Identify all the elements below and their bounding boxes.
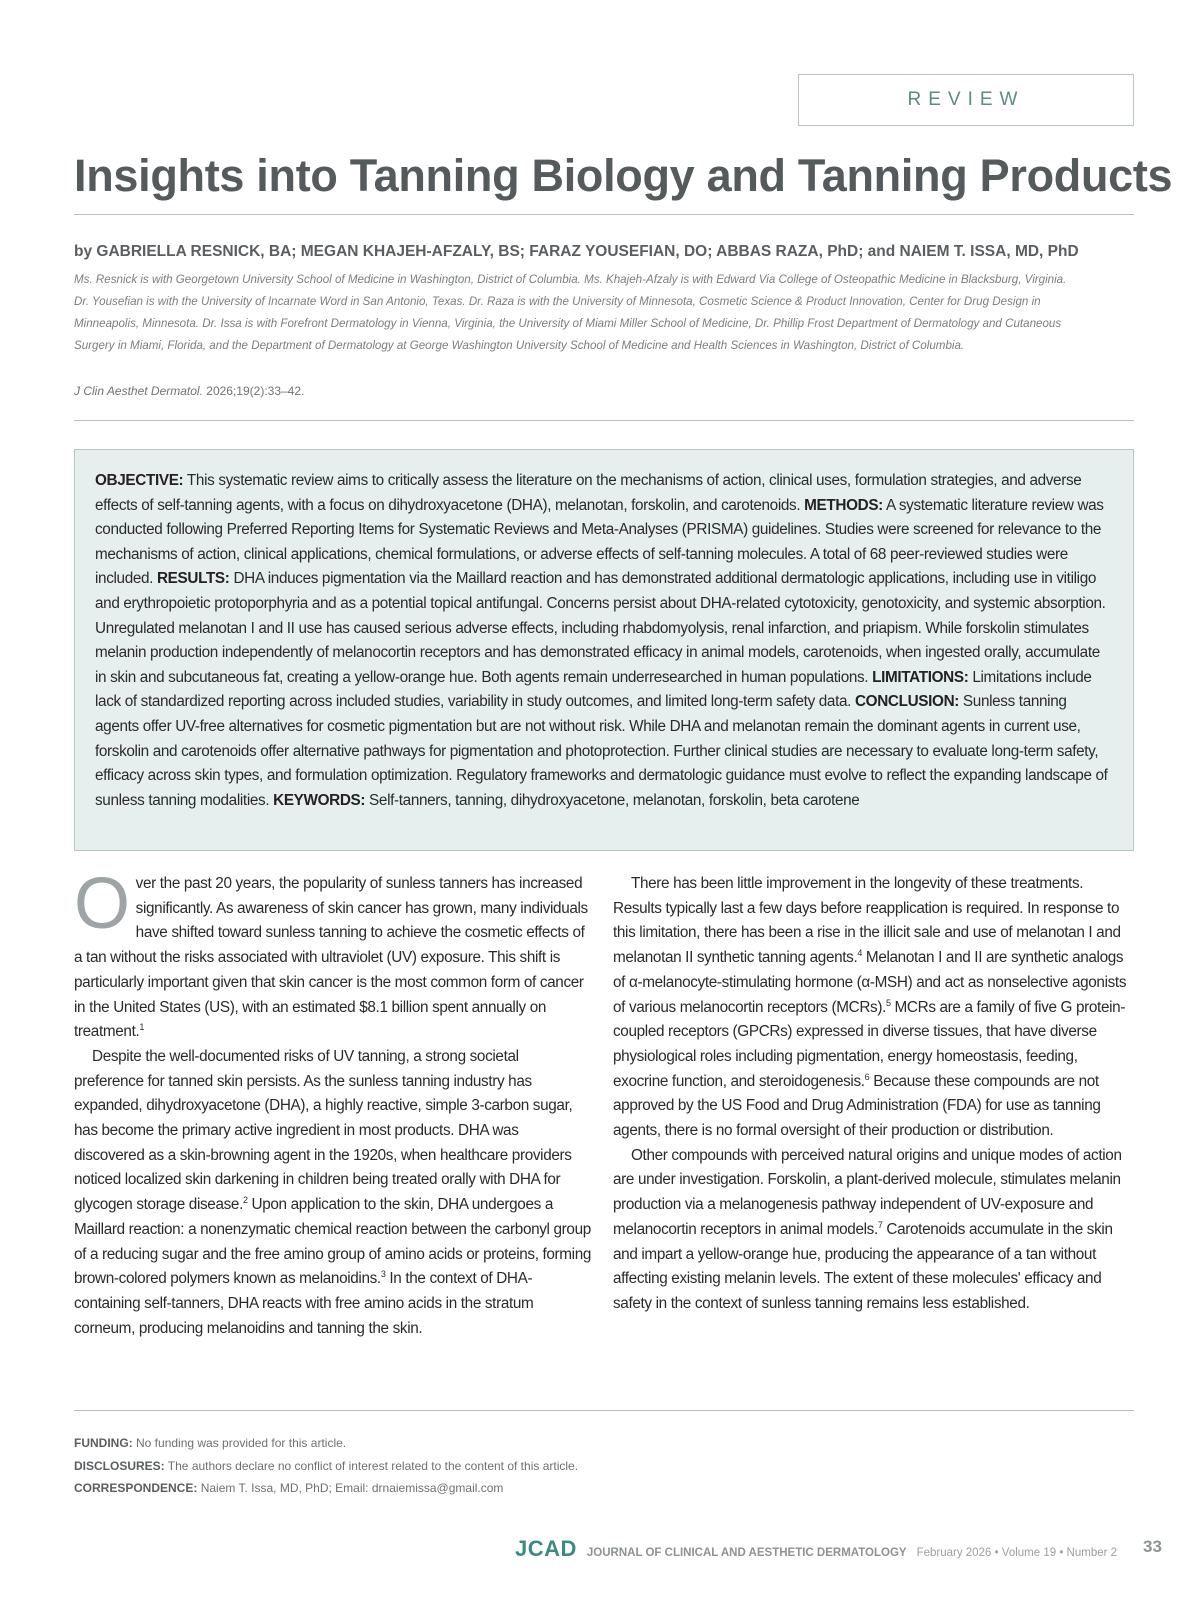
correspondence-label: CORRESPONDENCE: <box>74 1481 198 1495</box>
header-divider <box>74 420 1134 421</box>
abstract-box <box>74 449 1134 851</box>
reference-marker: 7 <box>877 1219 883 1230</box>
reference-marker: 2 <box>242 1195 248 1206</box>
article-footnotes <box>74 1432 974 1500</box>
paragraph-text: MCRs are a family of five G protein-coupled receptors (GPCRs) expressed in diverse tissues, that have diverse physiological roles including pigmentation, energy homeostasis, feeding, exocrine function, and steroidogenesis. <box>613 998 1126 1090</box>
paragraph-text: Other compounds with perceived natural origins and unique modes of action are under investigation. Forskolin, a plant-derived molecule, stimulates melanin production via a melanogenesis pathway independent of UV-exposure and melanocortin receptors in animal models. <box>613 1146 1122 1238</box>
correspondence-text: Naiem T. Issa, MD, PhD; Email: drnaiemissa@gmail.com <box>197 1481 504 1495</box>
conclusion-label: CONCLUSION: <box>854 693 960 711</box>
paragraph-text: In the context of DHA-containing self-tanners, DHA reacts with free amino acids in the stratum corneum, producing melanoidins and tanning the skin. <box>74 1270 534 1337</box>
drop-cap: O <box>74 864 130 944</box>
reference-marker: 1 <box>139 1022 145 1033</box>
methods-text: A systematic literature review was conducted following Preferred Reporting Items for Systematic Reviews and Meta-Analyses (PRISMA) guidelines. Studies were screened for relevance to the mechanisms of action, clinical applications, chemical formulations, or adverse effects of self-tanning molecules. A total of 68 peer-reviewed studies were included. <box>95 496 1104 588</box>
body-column-left <box>74 864 592 1341</box>
reference-marker: 5 <box>885 997 891 1008</box>
page-number: 33 <box>1143 1537 1162 1556</box>
paragraph-text: Despite the well-documented risks of UV tanning, a strong societal preference for tanned skin persists. As the sunless tanning industry has expanded, dihydroxyacetone (DHA), a highly reactive, simple 3-carbon sugar, has become the primary active ingredient in most products. DHA was discovered as a skin-browning agent in the 1920s, when healthcare providers noticed localized skin darkening in children being treated orally with DHA for glycogen storage disease. <box>74 1047 573 1214</box>
limitations-label: LIMITATIONS: <box>872 668 969 686</box>
results-text: DHA induces pigmentation via the Maillard reaction and has demonstrated additional dermatologic applications, including use in vitiligo and erythropoietic protoporphyria and as a potential topical antifungal. Concerns persist about DHA-related cytotoxicity, genotoxicity, and systemic absorption. Unregulated melanotan I and II use has caused serious adverse effects, including rhabdomyolysis, renal infarction, and priapism. While forskolin stimulates melanin production independently of melanocortin receptors and has demonstrated efficacy in animal models, carotenoids, when ingested orally, accumulate in skin and subcutaneous fat, creating a yellow-orange hue. Both agents remain underresearched in human populations. <box>95 570 1106 686</box>
paragraph-text: Carotenoids accumulate in the skin and impart a yellow-orange hue, producing the appearance of a tan without affecting existing melanin levels. The extent of these molecules' efficacy and safety in the context of sunless tanning remains less established. <box>613 1220 1113 1312</box>
conclusion-text: Sunless tanning agents offer UV-free alternatives for cosmetic pigmentation but are not without risk. While DHA and melanotan remain the dominant agents in current use, forskolin and carotenoids offer alternative pathways for pigmentation and photoprotection. Further clinical studies are necessary to evaluate long-term safety, efficacy across skin types, and formulation optimization. Regulatory frameworks and dermatologic guidance must evolve to reflect the expanding landscape of sunless tanning modalities. <box>95 693 1108 809</box>
body-paragraph <box>74 1045 592 1341</box>
journal-name: JOURNAL OF CLINICAL AND AESTHETIC DERMATOLOGY <box>586 1547 907 1559</box>
author-affiliations <box>74 269 1134 357</box>
affiliation-line: Ms. Resnick is with Georgetown University School of Medicine in Washington, District of Columbia. Ms. Khajeh-Afzaly is with Edward Via College of Osteopathic Medicine in Blacksburg, Virginia. <box>74 273 1067 286</box>
citation-details: 2026;19(2):33–42. <box>202 384 305 398</box>
title-divider <box>74 214 1134 215</box>
reference-marker: 4 <box>857 948 863 959</box>
issue-info: February 2026 • Volume 19 • Number 2 <box>916 1547 1118 1559</box>
keywords-label: KEYWORDS: <box>273 791 366 809</box>
body-paragraph <box>613 1144 1131 1317</box>
section-label: REVIEW <box>798 74 1134 126</box>
disclosures-note <box>74 1455 974 1478</box>
journal-logo: JCAD <box>515 1536 577 1561</box>
affiliation-line: Surgery in Miami, Florida, and the Department of Dermatology at George Washington University School of Medicine and Health Sciences in Washington, District of Columbia. <box>74 339 965 352</box>
objective-label: OBJECTIVE: <box>95 472 184 489</box>
methods-label: METHODS: <box>804 496 883 514</box>
affiliation-line: Dr. Yousefian is with the University of Incarnate Word in San Antonio, Texas. Dr. Raza is with the University of Minnesota, Cosmetic Science & Product Innovation, Center for Drug Design in <box>74 295 1041 308</box>
paragraph-text: ver the past 20 years, the popularity of sunless tanners has increased significantly. As awareness of skin cancer has grown, many individuals have shifted toward sunless tanning to achieve the cosmetic effects of a tan without the risks associated with ultraviolet (UV) exposure. This shift is particularly important given that skin cancer is the most common form of cancer in the United States (US), with an estimated $8.1 billion spent annually on treatment. <box>74 875 588 1041</box>
body-paragraph <box>74 864 592 1045</box>
limitations-text: Limitations include lack of standardized reporting across included studies, variability in study outcomes, and limited long-term safety data. <box>95 668 1092 711</box>
affiliation-line: Minneapolis, Minnesota. Dr. Issa is with Forefront Dermatology in Vienna, Virginia, the University of Miami Miller School of Medicine, Dr. Phillip Frost Department of Dermatology and Cutaneous <box>74 317 1062 330</box>
paragraph-text: There has been little improvement in the longevity of these treatments. Results typically last a few days before reapplication is required. In response to this limitation, there has been a rise in the illicit sale and use of melanotan I and melanotan II synthetic tanning agents. <box>613 875 1121 967</box>
footnote-divider <box>74 1410 1134 1411</box>
article-title: Insights into Tanning Biology and Tanning Products <box>74 150 1173 201</box>
disclosures-text: The authors declare no conflict of interest related to the content of this article. <box>164 1458 579 1473</box>
reference-marker: 3 <box>380 1269 386 1280</box>
page-footer <box>515 1536 1165 1566</box>
funding-note <box>74 1432 974 1455</box>
paragraph-text: Because these compounds are not approved by the US Food and Drug Administration (FDA) for use as tanning agents, there is no formal oversight of their production or distribution. <box>613 1072 1101 1140</box>
funding-text: No funding was provided for this article. <box>132 1436 347 1450</box>
reference-marker: 6 <box>864 1071 870 1082</box>
paragraph-text: Melanotan I and II are synthetic analogs of α-melanocyte-stimulating hormone (α-MSH) and act as nonselective agonists of various melanocortin receptors (MCRs). <box>613 949 1127 1016</box>
disclosures-label: DISCLOSURES: <box>74 1458 165 1473</box>
results-label: RESULTS: <box>156 570 230 588</box>
funding-label: FUNDING: <box>74 1436 133 1450</box>
objective-text: This systematic review aims to critically assess the literature on the mechanisms of action, clinical uses, formulation strategies, and adverse effects of self-tanning agents, with a focus on dihydroxyacetone (DHA), melanotan, forskolin, and carotenoids. <box>95 472 1082 514</box>
citation <box>74 384 304 398</box>
correspondence-note <box>74 1477 974 1500</box>
paragraph-text: Upon application to the skin, DHA undergoes a Maillard reaction: a nonenzymatic chemical reaction between the carbonyl group of a reducing sugar and the free amino group of amino acids or proteins, forming brown-colored polymers known as melanoidins. <box>74 1196 592 1288</box>
body-paragraph <box>613 872 1131 1144</box>
body-column-right <box>613 872 1131 1317</box>
citation-journal: J Clin Aesthet Dermatol. <box>74 384 203 398</box>
keywords-text: Self-tanners, tanning, dihydroxyacetone, melanotan, forskolin, beta carotene <box>365 791 860 809</box>
author-byline: by GABRIELLA RESNICK, BA; MEGAN KHAJEH-AFZALY, BS; FARAZ YOUSEFIAN, DO; ABBAS RAZA, PhD; and NAIEM T. ISSA, MD, PhD <box>74 243 1079 260</box>
